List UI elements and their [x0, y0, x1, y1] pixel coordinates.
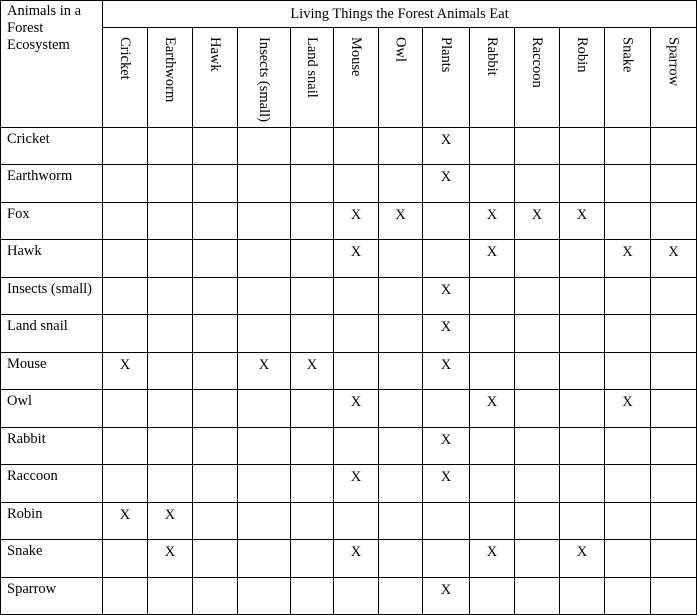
table-cell — [148, 352, 193, 390]
row-label: Mouse — [1, 352, 103, 390]
table-cell — [651, 165, 697, 203]
table-cell — [515, 165, 560, 203]
table-cell — [470, 465, 515, 503]
table-cell — [470, 540, 515, 578]
table-cell — [193, 390, 238, 428]
table-cell — [238, 240, 291, 278]
table-cell — [379, 390, 423, 428]
table-cell — [605, 240, 651, 278]
table-cell — [605, 465, 651, 503]
table-cell — [291, 465, 334, 503]
table-cell — [148, 240, 193, 278]
table-cell — [515, 540, 560, 578]
table-cell — [560, 315, 605, 353]
table-cell — [291, 277, 334, 315]
table-cell — [560, 165, 605, 203]
table-row — [1, 240, 697, 278]
table-cell — [651, 315, 697, 353]
table-cell — [515, 277, 560, 315]
table-cell — [470, 240, 515, 278]
table-cell — [651, 540, 697, 578]
table-cell — [423, 352, 470, 390]
table-cell — [470, 127, 515, 165]
column-header-label: Robin — [574, 37, 590, 73]
table-cell — [291, 127, 334, 165]
column-header-label: Rabbit — [484, 37, 500, 76]
table-cell — [103, 240, 148, 278]
table-cell — [103, 202, 148, 240]
table-cell — [423, 427, 470, 465]
eats-mark: X — [440, 356, 452, 373]
column-header — [605, 28, 651, 128]
table-cell — [291, 352, 334, 390]
table-cell — [291, 502, 334, 540]
corner-label: Animals in a Forest Ecosystem — [1, 1, 103, 128]
table-cell — [423, 202, 470, 240]
table-row — [1, 165, 697, 203]
table-cell — [423, 502, 470, 540]
table-row — [1, 427, 697, 465]
table-cell — [193, 202, 238, 240]
table-cell — [379, 315, 423, 353]
table-cell — [238, 540, 291, 578]
table-cell — [148, 165, 193, 203]
table-cell — [148, 202, 193, 240]
eats-mark: X — [440, 581, 452, 598]
table-cell — [238, 427, 291, 465]
row-label: Snake — [1, 540, 103, 578]
table-cell — [193, 465, 238, 503]
table-cell — [560, 427, 605, 465]
table-cell — [103, 127, 148, 165]
table-cell — [148, 540, 193, 578]
table-cell — [651, 202, 697, 240]
table-cell — [423, 390, 470, 428]
eats-mark: X — [350, 206, 362, 223]
table-cell — [470, 577, 515, 615]
row-label: Hawk — [1, 240, 103, 278]
table-cell — [470, 277, 515, 315]
table-cell — [103, 577, 148, 615]
eats-mark: X — [486, 394, 498, 411]
table-cell — [103, 352, 148, 390]
table-cell — [515, 577, 560, 615]
table-cell — [334, 540, 379, 578]
table-row — [1, 502, 697, 540]
table-cell — [103, 502, 148, 540]
eats-mark: X — [350, 394, 362, 411]
table-cell — [515, 202, 560, 240]
column-header — [291, 28, 334, 128]
eats-mark: X — [486, 544, 498, 561]
column-header-label: Owl — [392, 37, 409, 62]
table-cell — [605, 352, 651, 390]
table-cell — [291, 577, 334, 615]
table-cell — [148, 427, 193, 465]
table-cell — [423, 277, 470, 315]
column-header — [379, 28, 423, 128]
table-cell — [291, 202, 334, 240]
table-cell — [148, 465, 193, 503]
table-cell — [148, 127, 193, 165]
table-cell — [423, 315, 470, 353]
row-label: Insects (small) — [1, 277, 103, 315]
eats-mark: X — [119, 356, 131, 373]
table-cell — [193, 540, 238, 578]
column-header-label: Land snail — [304, 37, 320, 98]
column-header — [651, 28, 697, 128]
eats-mark: X — [440, 169, 452, 186]
column-header-label: Plants — [438, 37, 454, 73]
table-cell — [103, 277, 148, 315]
table-cell — [334, 502, 379, 540]
table-cell — [379, 165, 423, 203]
table-cell — [193, 240, 238, 278]
eats-mark: X — [119, 506, 131, 523]
table-cell — [103, 465, 148, 503]
table-row — [1, 390, 697, 428]
table-cell — [605, 427, 651, 465]
table-cell — [334, 277, 379, 315]
table-cell — [148, 277, 193, 315]
column-header-label: Earthworm — [162, 37, 178, 103]
eats-mark: X — [440, 319, 452, 336]
column-header-row — [1, 28, 697, 128]
table-cell — [379, 352, 423, 390]
column-header — [193, 28, 238, 128]
row-label: Land snail — [1, 315, 103, 353]
table-cell — [238, 577, 291, 615]
table-row — [1, 352, 697, 390]
table-cell — [515, 352, 560, 390]
group-header: Living Things the Forest Animals Eat — [103, 1, 697, 28]
table-cell — [103, 315, 148, 353]
eats-mark: X — [350, 244, 362, 261]
table-cell — [334, 202, 379, 240]
table-cell — [560, 502, 605, 540]
row-label: Rabbit — [1, 427, 103, 465]
table-cell — [193, 277, 238, 315]
table-cell — [238, 127, 291, 165]
table-cell — [651, 577, 697, 615]
table-cell — [605, 390, 651, 428]
table-cell — [470, 315, 515, 353]
eats-mark: X — [350, 469, 362, 486]
table-cell — [560, 465, 605, 503]
table-cell — [193, 352, 238, 390]
eats-mark: X — [622, 394, 633, 411]
column-header — [238, 28, 291, 128]
table-cell — [605, 277, 651, 315]
table-cell — [515, 502, 560, 540]
eats-mark: X — [440, 431, 452, 448]
eats-mark: X — [306, 356, 318, 373]
table-cell — [605, 127, 651, 165]
eats-mark: X — [576, 544, 588, 561]
table-cell — [291, 165, 334, 203]
table-cell — [291, 390, 334, 428]
row-label: Cricket — [1, 127, 103, 165]
eats-mark: X — [440, 131, 452, 148]
eats-mark: X — [440, 281, 452, 298]
table-cell — [103, 427, 148, 465]
table-cell — [651, 502, 697, 540]
table-cell — [605, 577, 651, 615]
column-header — [470, 28, 515, 128]
table-row — [1, 202, 697, 240]
table-cell — [193, 502, 238, 540]
table-cell — [423, 577, 470, 615]
eats-mark: X — [486, 206, 498, 223]
table-cell — [334, 315, 379, 353]
table-row — [1, 577, 697, 615]
table-cell — [470, 352, 515, 390]
table-body — [1, 127, 697, 615]
table-cell — [470, 202, 515, 240]
eats-mark: X — [576, 206, 588, 223]
table-cell — [423, 165, 470, 203]
row-label: Raccoon — [1, 465, 103, 503]
table-cell — [193, 127, 238, 165]
table-cell — [379, 240, 423, 278]
table-cell — [651, 240, 697, 278]
table-cell — [148, 390, 193, 428]
table-cell — [379, 127, 423, 165]
table-cell — [193, 165, 238, 203]
table-cell — [334, 577, 379, 615]
table-cell — [379, 277, 423, 315]
table-cell — [605, 202, 651, 240]
table-cell — [334, 465, 379, 503]
table-cell — [193, 577, 238, 615]
table-cell — [515, 240, 560, 278]
table-cell — [193, 427, 238, 465]
table-cell — [291, 427, 334, 465]
table-cell — [193, 315, 238, 353]
row-label: Fox — [1, 202, 103, 240]
table-cell — [515, 427, 560, 465]
table-cell — [238, 390, 291, 428]
table-cell — [515, 315, 560, 353]
table-cell — [379, 202, 423, 240]
row-label: Robin — [1, 502, 103, 540]
eats-mark: X — [164, 506, 176, 523]
table-cell — [651, 277, 697, 315]
table-cell — [423, 540, 470, 578]
row-label: Owl — [1, 390, 103, 428]
table-cell — [651, 127, 697, 165]
table-cell — [148, 315, 193, 353]
table-cell — [515, 127, 560, 165]
table-row — [1, 277, 697, 315]
table-cell — [605, 502, 651, 540]
table-cell — [334, 127, 379, 165]
table-cell — [651, 352, 697, 390]
eats-mark: X — [395, 206, 406, 223]
table-cell — [334, 390, 379, 428]
table-cell — [605, 540, 651, 578]
table-cell — [379, 427, 423, 465]
column-header-label: Cricket — [117, 37, 133, 80]
table-cell — [470, 390, 515, 428]
table-cell — [423, 127, 470, 165]
eats-mark: X — [164, 544, 176, 561]
table-cell — [334, 427, 379, 465]
table-cell — [238, 315, 291, 353]
table-cell — [238, 352, 291, 390]
table-cell — [103, 390, 148, 428]
column-header — [423, 28, 470, 128]
table-row — [1, 540, 697, 578]
table-cell — [651, 390, 697, 428]
table-cell — [560, 277, 605, 315]
row-label: Earthworm — [1, 165, 103, 203]
eats-mark: X — [440, 469, 452, 486]
eats-mark: X — [622, 244, 633, 261]
table-cell — [379, 502, 423, 540]
eats-mark: X — [258, 356, 270, 373]
column-header — [148, 28, 193, 128]
table-cell — [238, 165, 291, 203]
table-cell — [334, 240, 379, 278]
column-header — [103, 28, 148, 128]
column-header — [560, 28, 605, 128]
column-header-label: Mouse — [348, 37, 364, 77]
table-cell — [470, 427, 515, 465]
table-cell — [605, 315, 651, 353]
table-cell — [515, 390, 560, 428]
table-cell — [238, 277, 291, 315]
table-cell — [515, 465, 560, 503]
column-header-label: Sparrow — [665, 37, 682, 87]
table-cell — [379, 540, 423, 578]
table-row — [1, 315, 697, 353]
eats-mark: X — [668, 244, 679, 261]
table-cell — [291, 315, 334, 353]
table-cell — [560, 240, 605, 278]
table-cell — [238, 502, 291, 540]
eats-mark: X — [486, 244, 498, 261]
table-cell — [103, 540, 148, 578]
table-cell — [379, 577, 423, 615]
table-cell — [334, 352, 379, 390]
table-cell — [148, 577, 193, 615]
table-cell — [334, 165, 379, 203]
table-cell — [238, 202, 291, 240]
table-cell — [651, 427, 697, 465]
table-cell — [423, 240, 470, 278]
column-header-label: Hawk — [207, 37, 223, 72]
table-cell — [560, 540, 605, 578]
eats-mark: X — [350, 544, 362, 561]
column-header-label: Insects (small) — [256, 37, 272, 122]
table-cell — [238, 465, 291, 503]
column-header — [334, 28, 379, 128]
table-cell — [560, 390, 605, 428]
column-header-label: Raccoon — [529, 37, 545, 88]
table-cell — [291, 540, 334, 578]
eats-mark: X — [531, 206, 543, 223]
table-cell — [651, 465, 697, 503]
table-cell — [560, 577, 605, 615]
table-cell — [291, 240, 334, 278]
table-cell — [560, 352, 605, 390]
table-row — [1, 465, 697, 503]
table-cell — [560, 202, 605, 240]
column-header-label: Snake — [619, 37, 636, 73]
table-cell — [470, 502, 515, 540]
table-cell — [148, 502, 193, 540]
row-label: Sparrow — [1, 577, 103, 615]
table-cell — [560, 127, 605, 165]
table-cell — [470, 165, 515, 203]
table-cell — [379, 465, 423, 503]
table-cell — [103, 165, 148, 203]
table-cell — [423, 465, 470, 503]
column-header — [515, 28, 560, 128]
table-cell — [605, 165, 651, 203]
table-row — [1, 127, 697, 165]
